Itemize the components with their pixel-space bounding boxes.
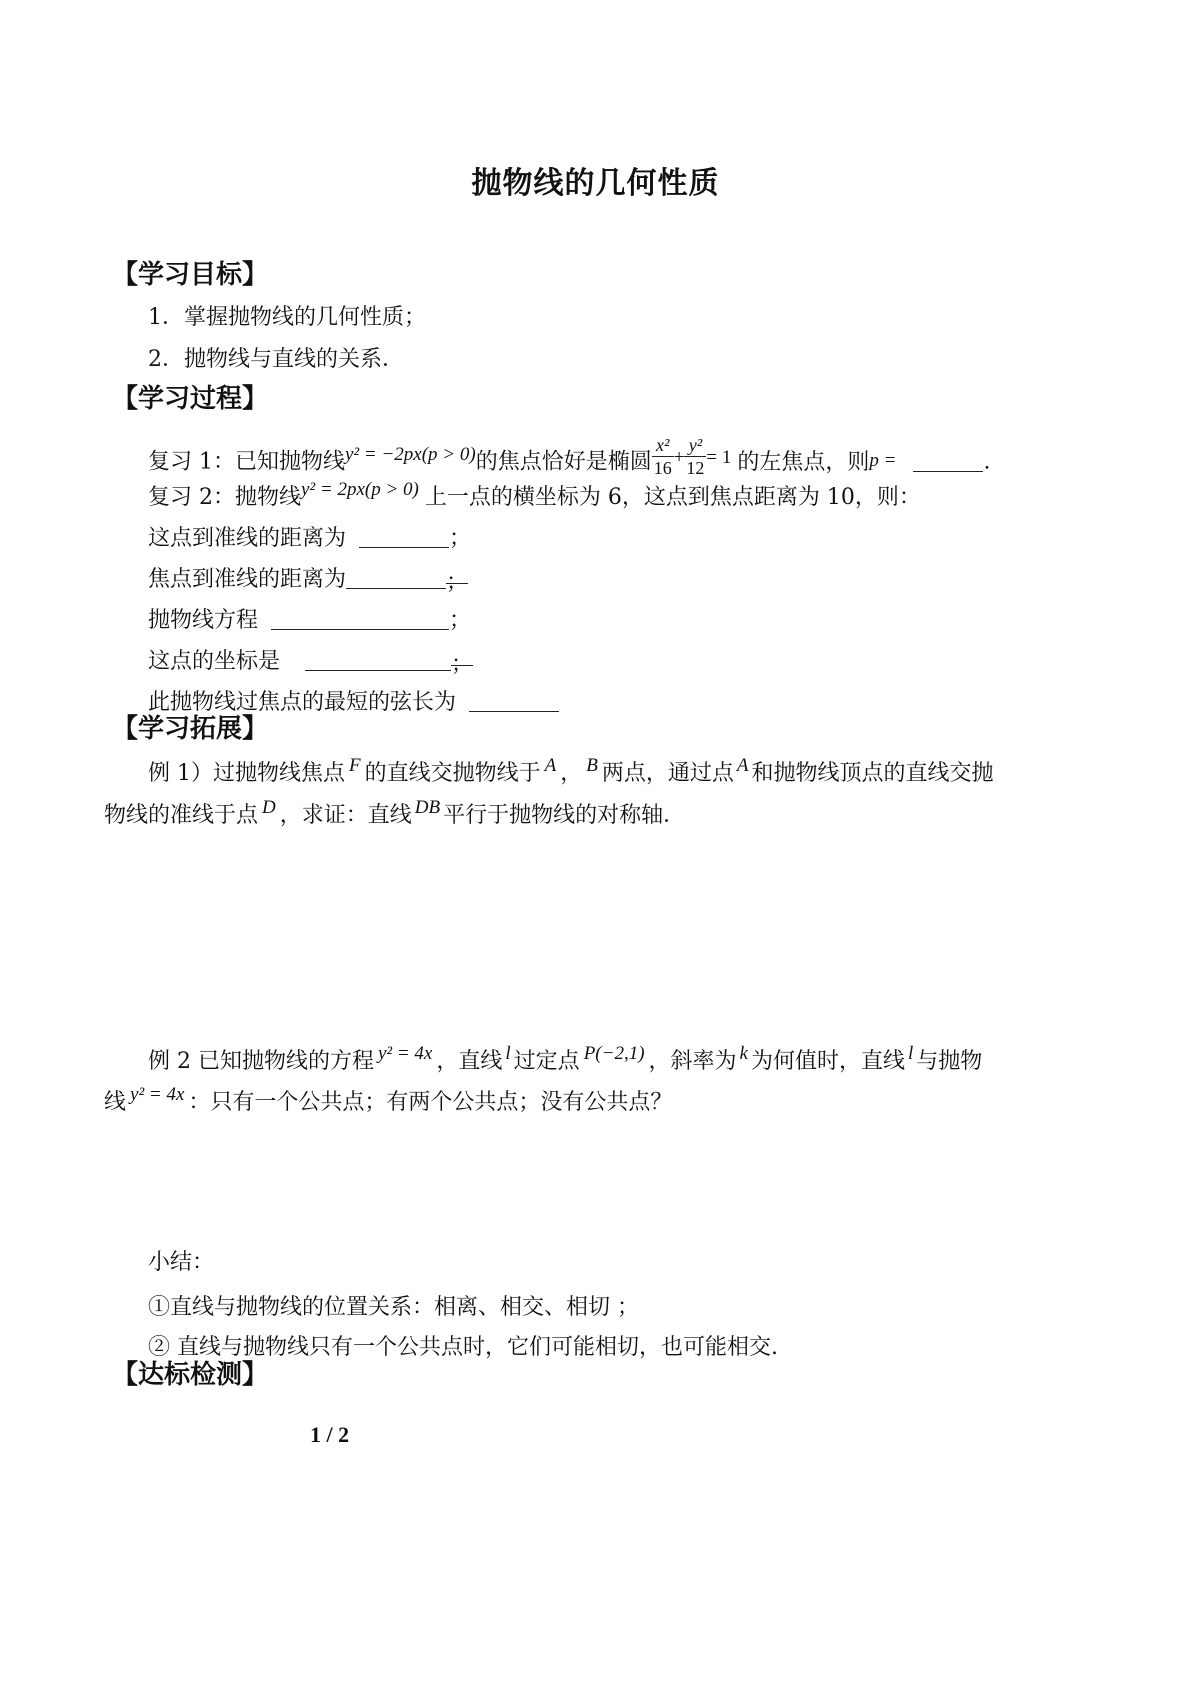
question-1-text: 这点到准线的距离为 <box>148 526 347 551</box>
line-DB: DB <box>414 797 441 818</box>
example-1-text-4: 和抛物线顶点的直线交抛 <box>751 761 994 786</box>
example-2-text-4: ，斜率为 <box>648 1049 737 1074</box>
review-1-end: . <box>983 449 991 475</box>
example-1-comma: ， <box>560 761 583 786</box>
example-1-text-7: 平行于抛物线的对称轴． <box>443 803 686 828</box>
answer-blank-q2[interactable] <box>346 570 446 589</box>
ellipse-fraction-y-denominator: 12 <box>686 458 705 478</box>
ellipse-fraction-x-numerator: x² <box>652 434 674 457</box>
example-2-text-3: 过定点 <box>513 1049 580 1074</box>
example-2-text-8: ：只有一个公共点；有两个公共点；没有公共点？ <box>188 1090 673 1115</box>
question-4-text: 这点的坐标是 <box>148 649 281 674</box>
answer-blank-p[interactable] <box>913 453 983 472</box>
point-A: A <box>544 755 557 776</box>
example-2-line-2 <box>104 1085 672 1116</box>
point-F: F <box>349 755 361 776</box>
example-2-text-5: 为何值时，直线 <box>750 1049 905 1074</box>
ellipse-plus: + <box>673 446 685 468</box>
ellipse-fraction-x-denominator: 16 <box>653 458 672 478</box>
point-D: D <box>262 797 276 818</box>
review-2-prefix: 复习 2：抛物线 <box>148 485 301 510</box>
review-2-question-1 <box>148 521 471 552</box>
point-P: P(−2,1) <box>583 1043 645 1064</box>
example-2-text-6: 与抛物 <box>916 1049 983 1074</box>
example-2-line-1 <box>148 1044 982 1075</box>
question-2-end: ； <box>446 565 468 584</box>
example-1-line-1 <box>148 756 994 787</box>
review-1-suffix: 的左焦点，则 <box>737 449 870 475</box>
review-2 <box>148 480 921 511</box>
question-2-text: 焦点到准线的距离为 <box>148 567 347 592</box>
review-1 <box>148 435 991 485</box>
example-2-equation-2: y² = 4x <box>130 1084 185 1105</box>
summary-item-2: ② 直线与抛物线只有一个公共点时，它们可能相切，也可能相交. <box>148 1335 778 1360</box>
summary-item-1: ①直线与抛物线的位置关系：相离、相交、相切 ； <box>148 1295 639 1320</box>
review-2-equation: y² = 2px(p > 0) <box>301 479 419 500</box>
question-3-text: 抛物线方程 <box>148 608 259 633</box>
page-title: 抛物线的几何性质 <box>471 166 720 201</box>
section-heading-process: 【学习过程】 <box>112 384 269 414</box>
line-l-second: l <box>908 1043 914 1064</box>
example-1-line-2 <box>104 798 685 829</box>
example-1-text-6: ，求证：直线 <box>279 803 412 828</box>
example-1-text-3: 两点，通过点 <box>601 761 734 786</box>
section-heading-goals: 【学习目标】 <box>112 260 269 290</box>
example-2-text-2: ，直线 <box>436 1049 503 1074</box>
question-5-text: 此抛物线过焦点的最短的弦长为 <box>148 690 457 715</box>
ellipse-fraction-y-numerator: y² <box>684 434 706 457</box>
summary-label: 小结： <box>148 1250 215 1275</box>
ellipse-equals-one: = 1 <box>706 446 732 468</box>
review-2-suffix: 上一点的横坐标为 6，这点到焦点距离为 10，则： <box>424 485 921 510</box>
point-A-second: A <box>736 755 749 776</box>
ellipse-fraction-y <box>684 434 706 479</box>
review-2-question-2 <box>148 562 468 593</box>
example-2-text-7: 线 <box>104 1090 127 1115</box>
ellipse-fraction-x <box>652 434 674 479</box>
answer-blank-q4[interactable] <box>305 652 451 671</box>
point-B: B <box>586 755 598 776</box>
question-4-end: ； <box>451 647 473 666</box>
example-2-equation-1: y² = 4x <box>377 1043 433 1064</box>
goal-item-2: 2．抛物线与直线的关系． <box>148 347 404 372</box>
question-3-end: ； <box>449 608 472 633</box>
slope-k: k <box>739 1043 748 1064</box>
example-1-text-2: 的直线交抛物线于 <box>364 761 541 786</box>
line-l: l <box>505 1043 511 1064</box>
page-number: 1 / 2 <box>310 1422 350 1447</box>
section-heading-extension: 【学习拓展】 <box>112 714 269 744</box>
answer-blank-q1[interactable] <box>359 529 449 548</box>
goal-item-1: 1．掌握抛物线的几何性质； <box>148 305 426 330</box>
example-2-text-1: 例 2 已知抛物线的方程 <box>148 1049 374 1074</box>
example-1-text-1: 例 1）过抛物线焦点 <box>148 761 345 786</box>
answer-blank-q3[interactable] <box>271 611 449 630</box>
p-equals: p = <box>869 449 897 471</box>
review-2-question-4 <box>148 644 473 675</box>
review-2-question-3 <box>148 603 471 634</box>
section-heading-check: 【达标检测】 <box>112 1360 269 1390</box>
review-1-mid: 的焦点恰好是椭圆 <box>475 449 652 475</box>
answer-blank-q5[interactable] <box>469 693 559 712</box>
review-1-prefix: 复习 1：已知抛物线 <box>148 449 345 475</box>
review-1-equation: y² = −2px(p > 0) <box>345 443 476 465</box>
example-1-text-5: 物线的准线于点 <box>104 803 259 828</box>
question-1-end: ； <box>449 526 472 551</box>
